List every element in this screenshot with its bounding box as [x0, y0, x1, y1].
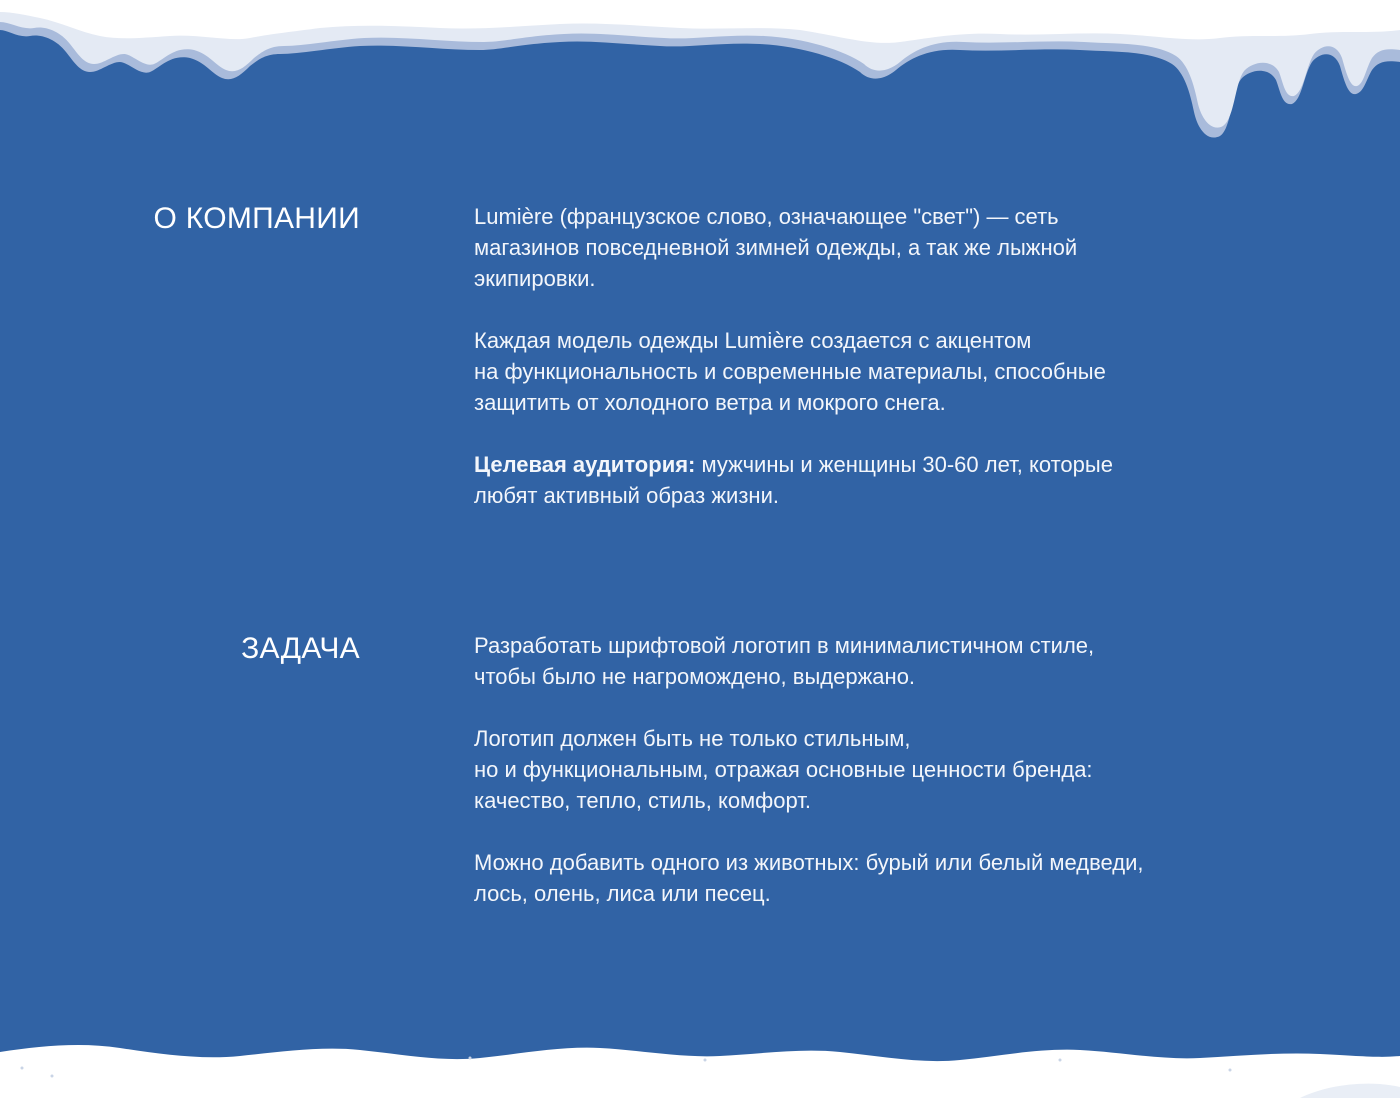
- audience-line: [474, 449, 1274, 480]
- task-paragraph-1: [474, 630, 1274, 692]
- about-paragraph-2: [474, 325, 1274, 418]
- task-line: Разработать шрифтовой логотип в минималистичном стиле,: [474, 633, 1095, 658]
- task-line: Можно добавить одного из животных: бурый или белый медведи,: [474, 850, 1144, 875]
- about-text: [474, 201, 1274, 511]
- snow-drift-icon: [0, 1030, 1400, 1098]
- about-line: защитить от холодного ветра и мокрого снега.: [474, 390, 946, 415]
- task-line: но и функциональным, отражая основные ценности бренда:: [474, 757, 1093, 782]
- task-line: чтобы было не нагромождено, выдержано.: [474, 664, 916, 689]
- about-line: экипировки.: [474, 266, 596, 291]
- audience-text: мужчины и женщины 30-60 лет, которые: [695, 452, 1113, 477]
- audience-label: Целевая аудитория:: [474, 452, 696, 477]
- task-line: лось, олень, лиса или песец.: [474, 881, 771, 906]
- about-heading: О КОМПАНИИ: [153, 202, 360, 235]
- about-line: Lumière (французское слово, означающее "свет") — сеть: [474, 204, 1059, 229]
- task-paragraph-3: [474, 847, 1274, 909]
- task-text: [474, 630, 1274, 909]
- task-line: качество, тепло, стиль, комфорт.: [474, 788, 812, 813]
- task-line: Логотип должен быть не только стильным,: [474, 726, 911, 751]
- audience-line: любят активный образ жизни.: [474, 483, 779, 508]
- about-paragraph-1: [474, 201, 1274, 294]
- audience-paragraph: [474, 449, 1274, 511]
- dripping-snow-icon: [0, 0, 1400, 150]
- about-line: Каждая модель одежды Lumière создается с акцентом: [474, 328, 1032, 353]
- task-paragraph-2: [474, 723, 1274, 816]
- task-heading: ЗАДАЧА: [241, 632, 360, 665]
- about-line: магазинов повседневной зимней одежды, а так же лыжной: [474, 235, 1078, 260]
- about-line: на функциональность и современные материалы, способные: [474, 359, 1106, 384]
